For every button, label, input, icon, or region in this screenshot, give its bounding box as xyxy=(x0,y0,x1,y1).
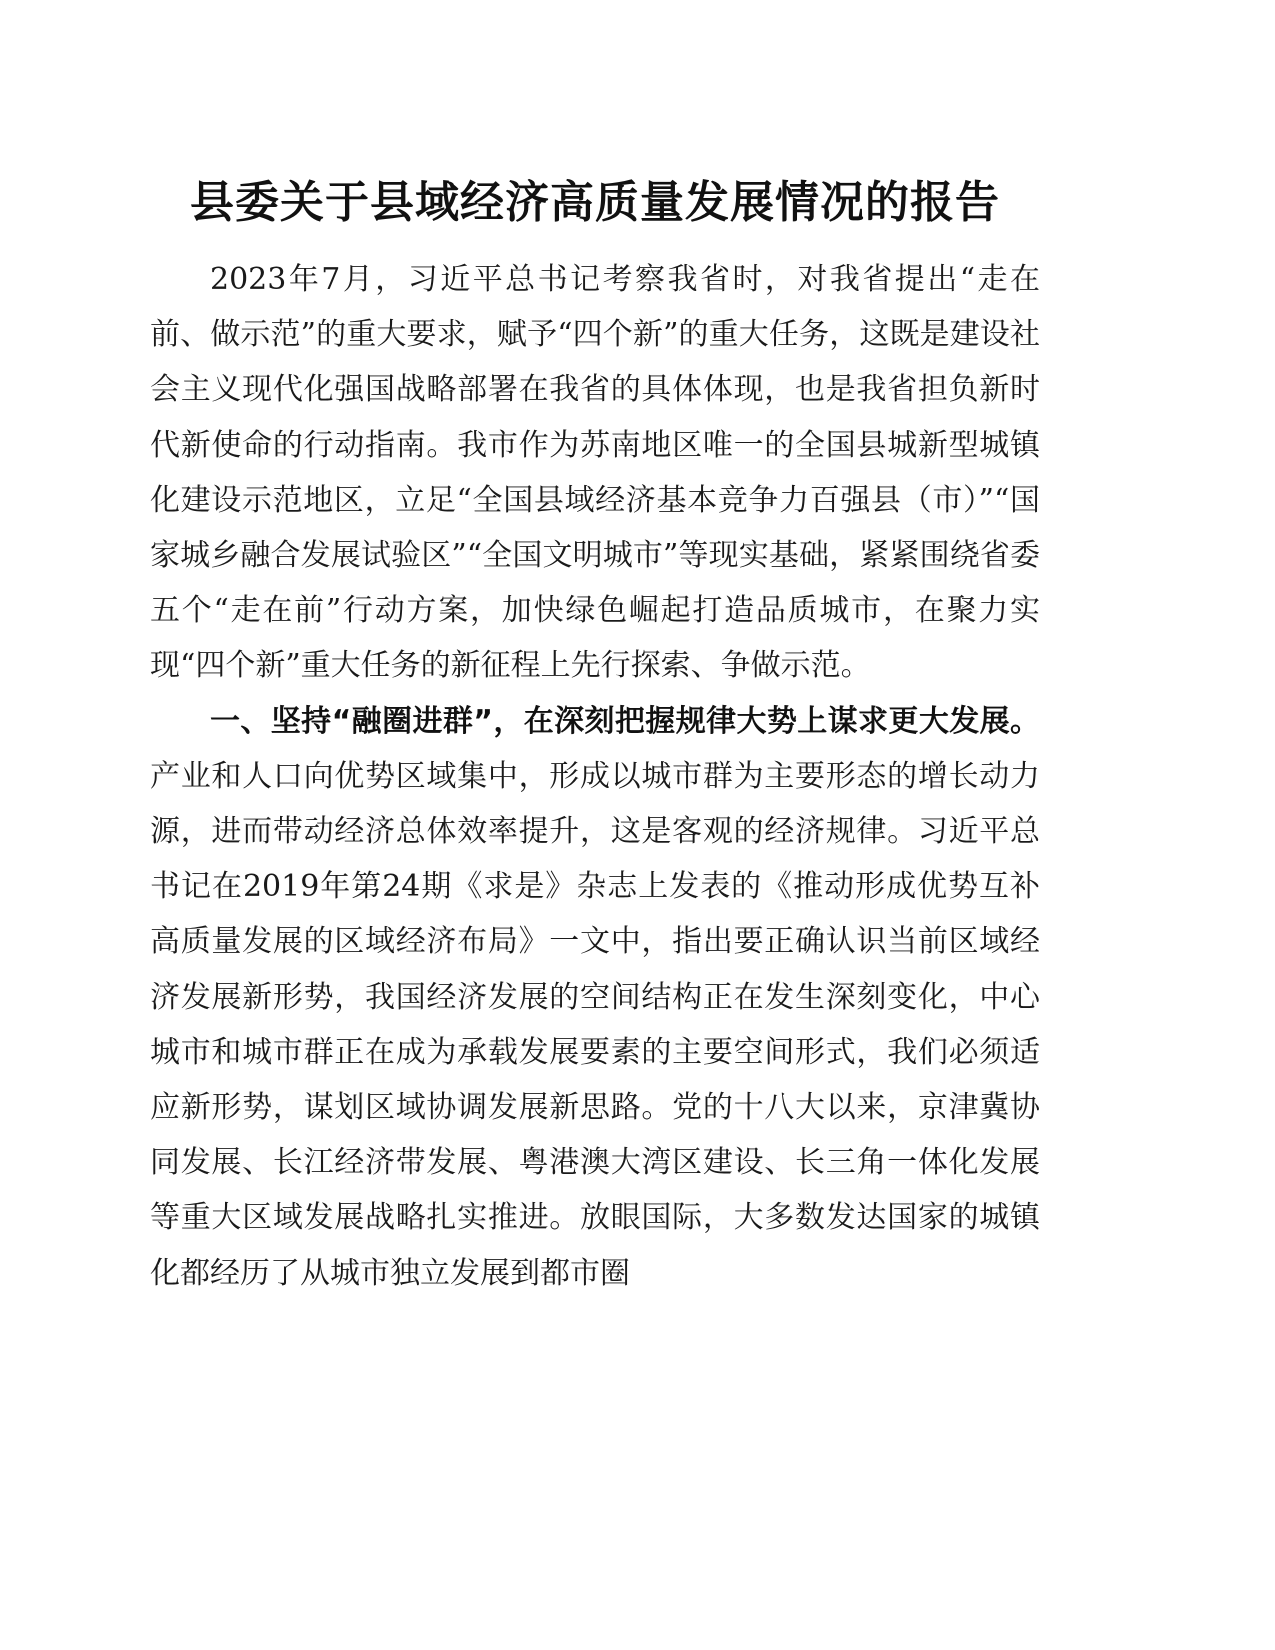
document-page xyxy=(150,168,1040,1301)
paragraph-intro-text: 2023年7月，习近平总书记考察我省时，对我省提出“走在前、做示范”的重大要求，赋予“四个新”的重大任务，这既是建设社会主义现代化强国战略部署在我省的具体体现，也是我省担负新时代新使命的行动指南。我市作为苏南地区唯一的全国县城新型城镇化建设示范地区，立足“全国县域经济基本竞争力百强县（市）”“国家城乡融合发展试验区”“全国文明城市”等现实基础，紧紧围绕省委五个“走在前”行动方案，加快绿色崛起打造品质城市，在聚力实现“四个新”重大任务的新征程上先行探索、争做示范。 xyxy=(150,262,1040,684)
section-heading-1: 一、坚持“融圈进群”，在深刻把握规律大势上谋求更大发展。 xyxy=(210,703,1040,739)
paragraph-section-1-text: 产业和人口向优势区域集中，形成以城市群为主要形态的增长动力源，进而带动经济总体效率提升，这是客观的经济规律。习近平总书记在2019年第24期《求是》杂志上发表的《推动形成优势互补高质量发展的区域经济布局》一文中，指出要正确认识当前区域经济发展新形势，我国经济发展的空间结构正在发生深刻变化，中心城市和城市群正在成为承载发展要素的主要空间形式，我们必须适应新形势，谋划区域协调发展新思路。党的十八大以来，京津冀协同发展、长江经济带发展、粤港澳大湾区建设、长三角一体化发展等重大区域发展战略扎实推进。放眼国际，大多数发达国家的城镇化都经历了从城市独立发展到都市圈 xyxy=(150,758,1040,1291)
paragraph-section-1 xyxy=(150,694,1040,1301)
paragraph-intro xyxy=(150,252,1040,694)
document-title: 县委关于县域经济高质量发展情况的报告 xyxy=(190,177,1000,228)
